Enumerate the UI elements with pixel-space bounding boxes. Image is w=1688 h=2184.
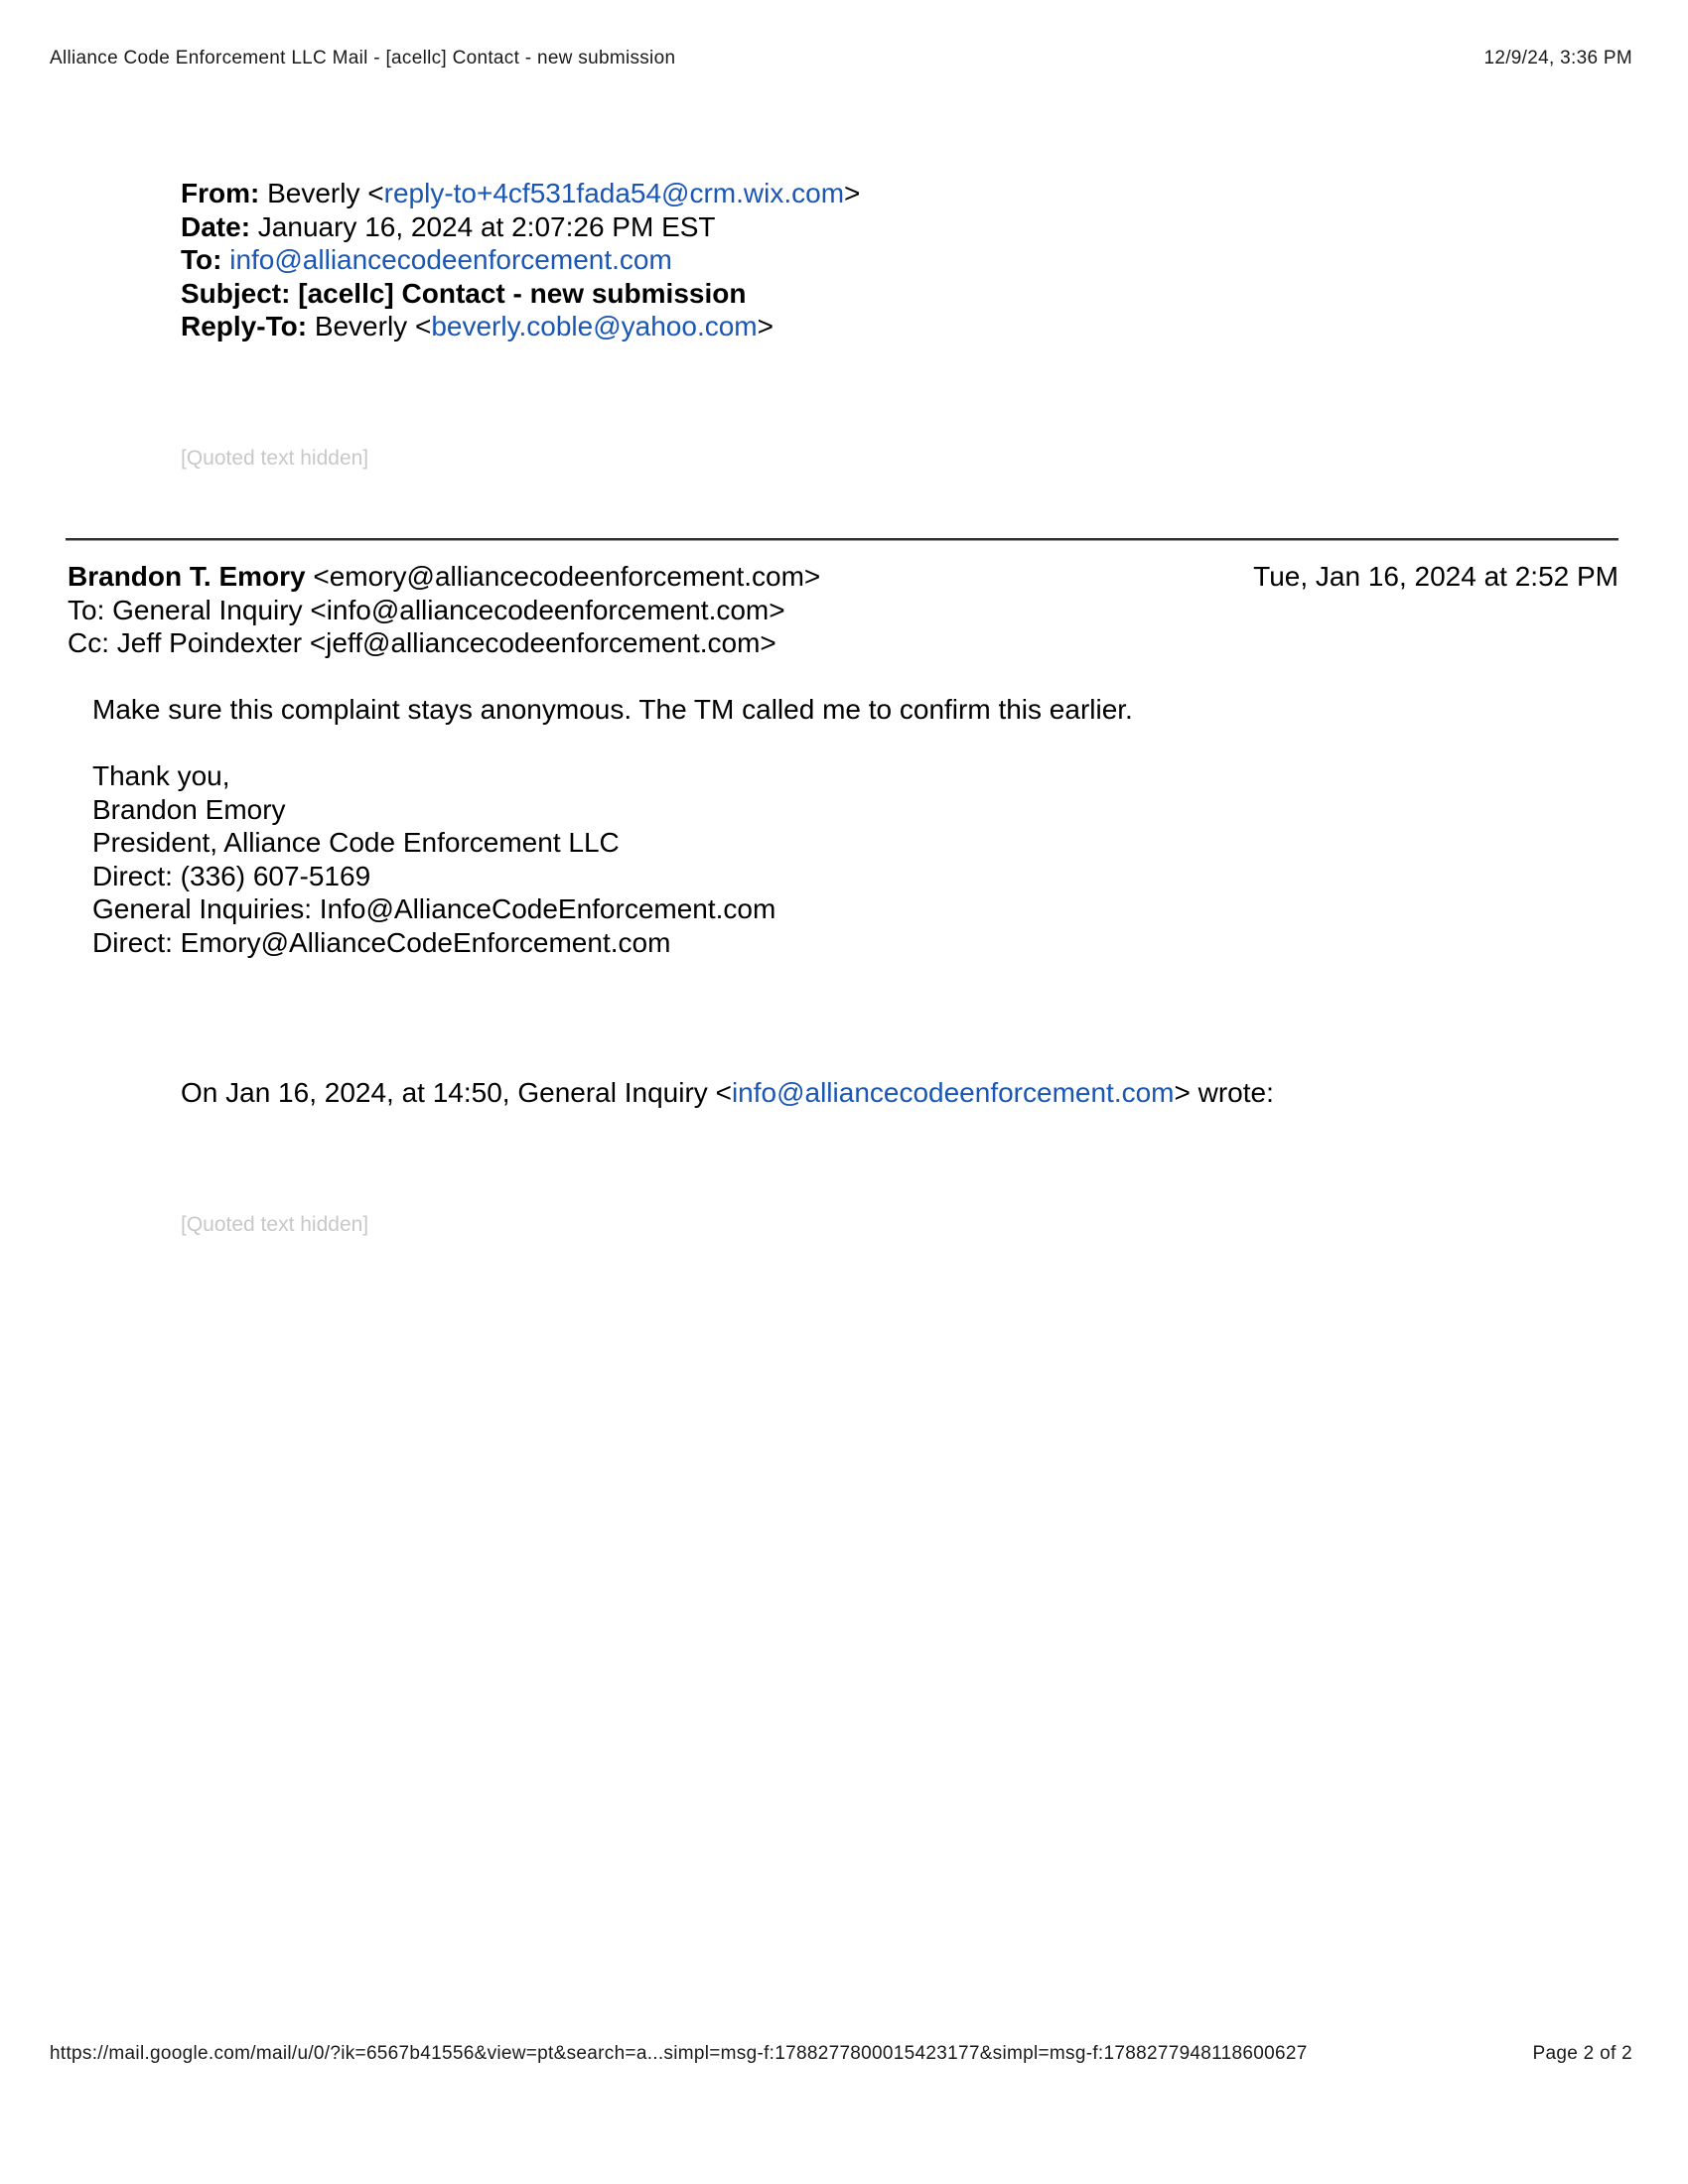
quoted-message-headers — [181, 177, 860, 343]
subject-value: [acellc] Contact - new submission — [298, 277, 747, 309]
from-email-link[interactable]: reply-to+4cf531fada54@crm.wix.com — [383, 178, 845, 208]
message-date: Tue, Jan 16, 2024 at 2:52 PM — [1253, 561, 1618, 592]
recipient-to-line: To: General Inquiry <info@alliancecodeenforcement.com> — [68, 594, 785, 625]
message-header — [68, 560, 1618, 660]
print-header-title: Alliance Code Enforcement LLC Mail - [acellc] Contact - new submission — [50, 48, 676, 68]
to-label: To: — [181, 244, 222, 275]
print-header-datetime: 12/9/24, 3:36 PM — [1483, 48, 1632, 68]
signature-line: Brandon Emory — [92, 793, 286, 825]
quoted-text-hidden-toggle[interactable]: [Quoted text hidden] — [181, 1213, 369, 1236]
signature-line: Direct: Emory@AllianceCodeEnforcement.com — [92, 926, 671, 958]
signature-line: General Inquiries: Info@AllianceCodeEnforcement.com — [92, 893, 776, 924]
attribution-suffix: > wrote: — [1174, 1077, 1274, 1108]
reply-to-row — [181, 310, 860, 343]
date-value: January 16, 2024 at 2:07:26 PM EST — [257, 210, 716, 242]
print-footer-page: Page 2 of 2 — [1532, 2043, 1632, 2064]
subject-row — [181, 277, 860, 311]
reply-to-email-link[interactable]: beverly.coble@yahoo.com — [431, 311, 758, 341]
message-divider — [66, 538, 1618, 540]
from-label: From: — [181, 178, 260, 208]
body-spacer — [92, 727, 1133, 760]
from-name: Beverly — [267, 178, 360, 208]
date-label: Date: — [181, 210, 251, 242]
signature-line: Thank you, — [92, 760, 230, 791]
to-row — [181, 243, 860, 277]
subject-label: Subject: — [181, 277, 291, 309]
from-row — [181, 177, 860, 210]
sender-email: <emory@alliancecodeenforcement.com> — [313, 561, 821, 592]
reply-to-email-wrapper: <beverly.coble@yahoo.com> — [414, 311, 774, 341]
signature-line: Direct: (336) 607-5169 — [92, 860, 371, 891]
reply-to-name: Beverly — [314, 311, 408, 341]
signature-line: President, Alliance Code Enforcement LLC — [92, 827, 620, 858]
message-body — [92, 693, 1133, 959]
recipient-cc-line: Cc: Jeff Poindexter <jeff@alliancecodeenforcement.com> — [68, 627, 776, 658]
quote-attribution — [181, 1076, 1274, 1110]
print-footer-url: https://mail.google.com/mail/u/0/?ik=6567b41556&view=pt&search=a...simpl=msg-f:1788277800015423177&simpl=msg-f:1788277948118600627 — [50, 2043, 1308, 2064]
to-email-link[interactable]: info@alliancecodeenforcement.com — [229, 244, 672, 275]
attribution-prefix: On Jan 16, 2024, at 14:50, General Inquiry < — [181, 1077, 732, 1108]
quoted-text-hidden-toggle[interactable]: [Quoted text hidden] — [181, 447, 369, 470]
sender-name: Brandon T. Emory — [68, 561, 306, 592]
reply-to-label: Reply-To: — [181, 311, 308, 341]
attribution-email-link[interactable]: info@alliancecodeenforcement.com — [731, 1077, 1175, 1108]
from-email-wrapper: <reply-to+4cf531fada54@crm.wix.com> — [367, 178, 861, 208]
date-row — [181, 210, 860, 244]
message-body-text: Make sure this complaint stays anonymous. The TM called me to confirm this earlier. — [92, 694, 1133, 725]
